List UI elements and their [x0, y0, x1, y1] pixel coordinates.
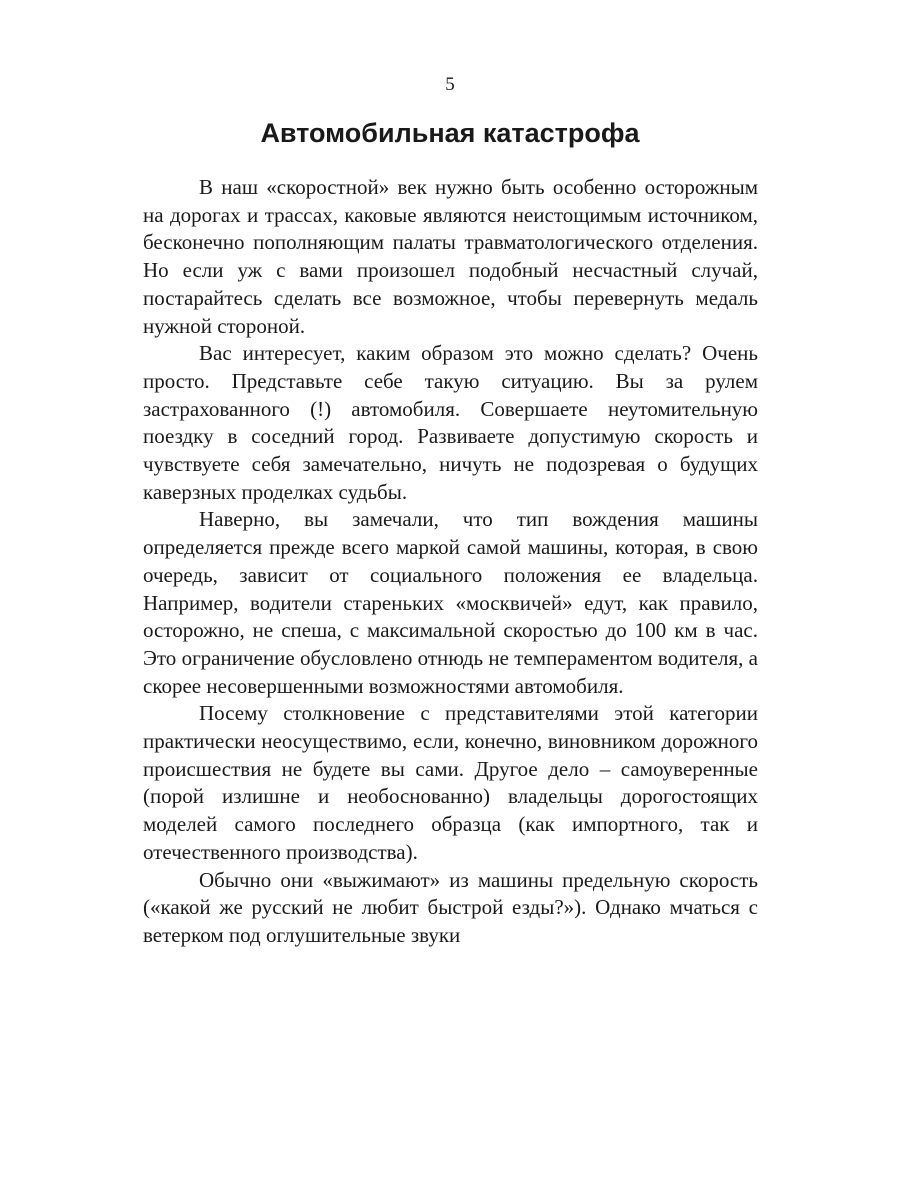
page-number: 5 [445, 74, 455, 95]
paragraph: В наш «скоростной» век нужно быть особенно осторожным на дорогах и трассах, каковые являются неистощимым источником, бесконечно пополняющим палаты травматологического отделения. Но если уж с вами произошел подобный несчастный случай, постарайтесь сделать все возможное, чтобы перевернуть медаль нужной стороной. [143, 175, 758, 338]
body-text [143, 174, 758, 950]
chapter-title: Автомобильная катастрофа [260, 118, 640, 148]
paragraph: Обычно они «выжимают» из машины предельную скорость («какой же русский не любит быстрой езды?»). Однако мчаться с ветерком под оглушительные звуки [143, 867, 758, 947]
paragraph: Наверно, вы замечали, что тип вождения машины определяется прежде всего маркой самой машины, которая, в свою очередь, зависит от социального положения ее владельца. Например, водители стареньких «москвичей» едут, как правило, осторожно, не спеша, с максимальной скоростью до 100 км в час. Это ограничение обусловлено отнюдь не темпераментом водителя, а скорее несовершенными возможностями автомобиля. [143, 507, 758, 698]
paragraph: Посему столкновение с представителями этой категории практически неосуществимо, если, конечно, виновником дорожного происшествия не будете вы сами. Другое дело – самоуверенные (порой излишне и необоснованно) владельцы дорогостоящих моделей самого последнего образца (как импортного, так и отечественного производства). [143, 701, 758, 864]
paragraph: Вас интересует, каким образом это можно сделать? Очень просто. Представьте себе такую ситуацию. Вы за рулем застрахованного (!) автомобиля. Совершаете неутомительную поездку в соседний город. Развиваете допустимую скорость и чувствуете себя замечательно, ничуть не подозревая о будущих каверзных проделках судьбы. [143, 341, 758, 504]
